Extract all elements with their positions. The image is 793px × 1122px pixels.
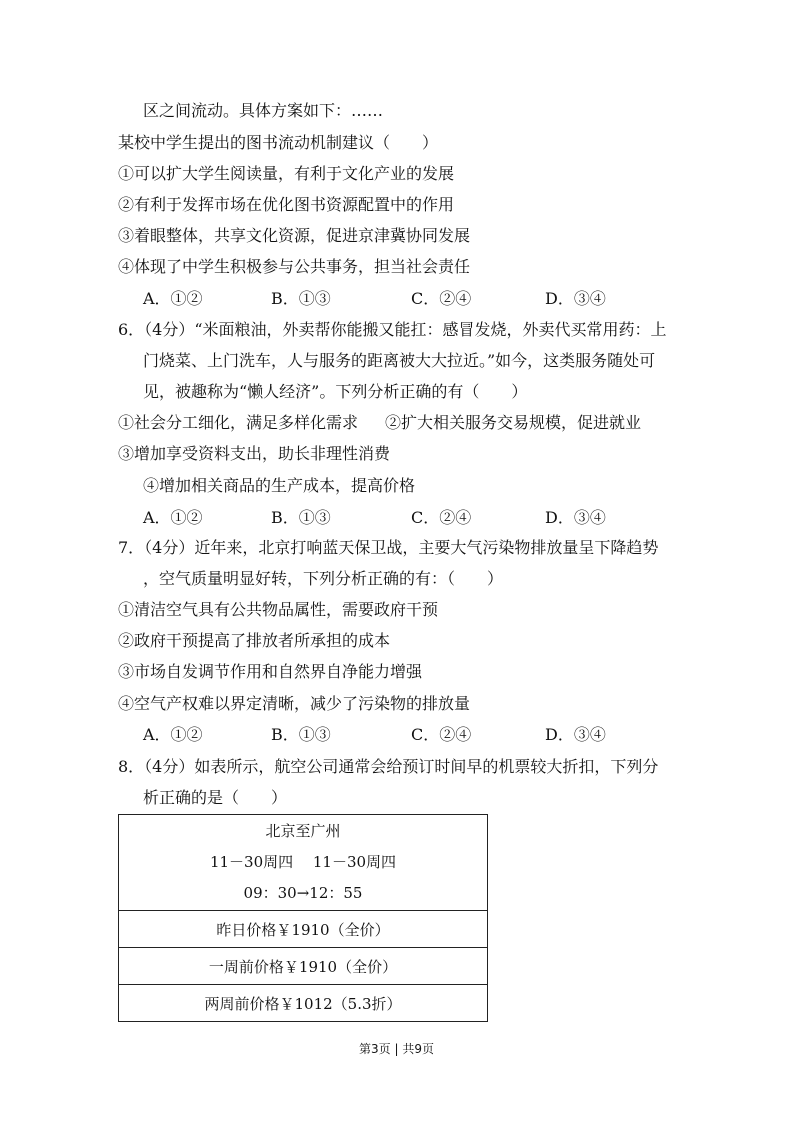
q7-option-2: ②政府干预提高了排放者所承担的成本: [118, 631, 391, 650]
q6-choice-a: A．①②: [143, 508, 203, 527]
q7-choice-a: A．①②: [143, 725, 203, 744]
page-footer: 第3页 | 共9页: [359, 1042, 434, 1056]
price-yesterday: 昨日价格￥1910（全价）: [119, 911, 488, 948]
flight-time: 09：30→12：55: [243, 884, 363, 902]
q8-stem-line-1: 8．（4分）如表所示，航空公司通常会给预订时间早的机票较大折扣，下列分: [118, 757, 659, 776]
q5-option-4: ④体现了中学生积极参与公共事务，担当社会责任: [118, 257, 471, 276]
q5-choice-d: D．③④: [545, 289, 606, 308]
flight-price-table: [118, 814, 488, 1022]
q6-choice-d: D．③④: [545, 508, 606, 527]
q6-option-2: ②扩大相关服务交易规模，促进就业: [385, 413, 642, 432]
q5-stem: 某校中学生提出的图书流动机制建议（ ）: [118, 133, 439, 152]
q5-choice-a: A．①②: [143, 289, 203, 308]
q7-stem-line-1: 7．（4分）近年来，北京打响蓝天保卫战，主要大气污染物排放量呈下降趋势: [118, 538, 659, 557]
q7-choice-d: D．③④: [545, 725, 606, 744]
q6-stem-line-1: 6．（4分）“米面粮油，外卖帮你能搬又能扛：感冒发烧，外卖代买常用药：上: [118, 320, 667, 339]
price-one-week-before: 一周前价格￥1910（全价）: [119, 948, 488, 985]
q7-option-4: ④空气产权难以界定清晰，减少了污染物的排放量: [118, 694, 471, 713]
q5-option-3: ③着眼整体，共享文化资源，促进京津冀协同发展: [118, 226, 471, 245]
flight-dates: 11－30周四 11－30周四: [209, 853, 397, 871]
price-two-weeks-before: 两周前价格￥1012（5.3折）: [119, 985, 488, 1022]
q5-choice-c: C．②④: [411, 289, 472, 308]
flight-route: 北京至广州: [265, 822, 341, 840]
q7-option-3: ③市场自发调节作用和自然界自净能力增强: [118, 662, 423, 681]
q7-stem-line-2: ，空气质量明显好转，下列分析正确的有：（ ）: [143, 569, 504, 588]
q6-option-1: ①社会分工细化，满足多样化需求: [118, 413, 359, 432]
q6-choice-c: C．②④: [411, 508, 472, 527]
q6-choice-b: B．①③: [271, 508, 331, 527]
q6-stem-line-3: 见，被趣称为“懒人经济”。下列分析正确的有（ ）: [143, 382, 528, 401]
q5-choice-b: B．①③: [271, 289, 331, 308]
q7-choice-b: B．①③: [271, 725, 331, 744]
q7-choice-c: C．②④: [411, 725, 472, 744]
q8-stem-line-2: 析正确的是（ ）: [143, 788, 288, 807]
q6-option-4: ④增加相关商品的生产成本，提高价格: [143, 476, 416, 495]
flight-info-cell: [119, 815, 488, 911]
q6-option-3: ③增加享受资料支出，助长非理性消费: [118, 444, 391, 463]
q6-stem-line-2: 门烧菜、上门洗车，人与服务的距离被大大拉近。”如今，这类服务随处可: [143, 351, 656, 370]
q5-option-1: ①可以扩大学生阅读量，有利于文化产业的发展: [118, 164, 455, 183]
q5-option-2: ②有利于发挥市场在优化图书资源配置中的作用: [118, 195, 455, 214]
q7-option-1: ①清洁空气具有公共物品属性，需要政府干预: [118, 600, 439, 619]
q5-continuation: 区之间流动。具体方案如下：……: [143, 101, 384, 120]
